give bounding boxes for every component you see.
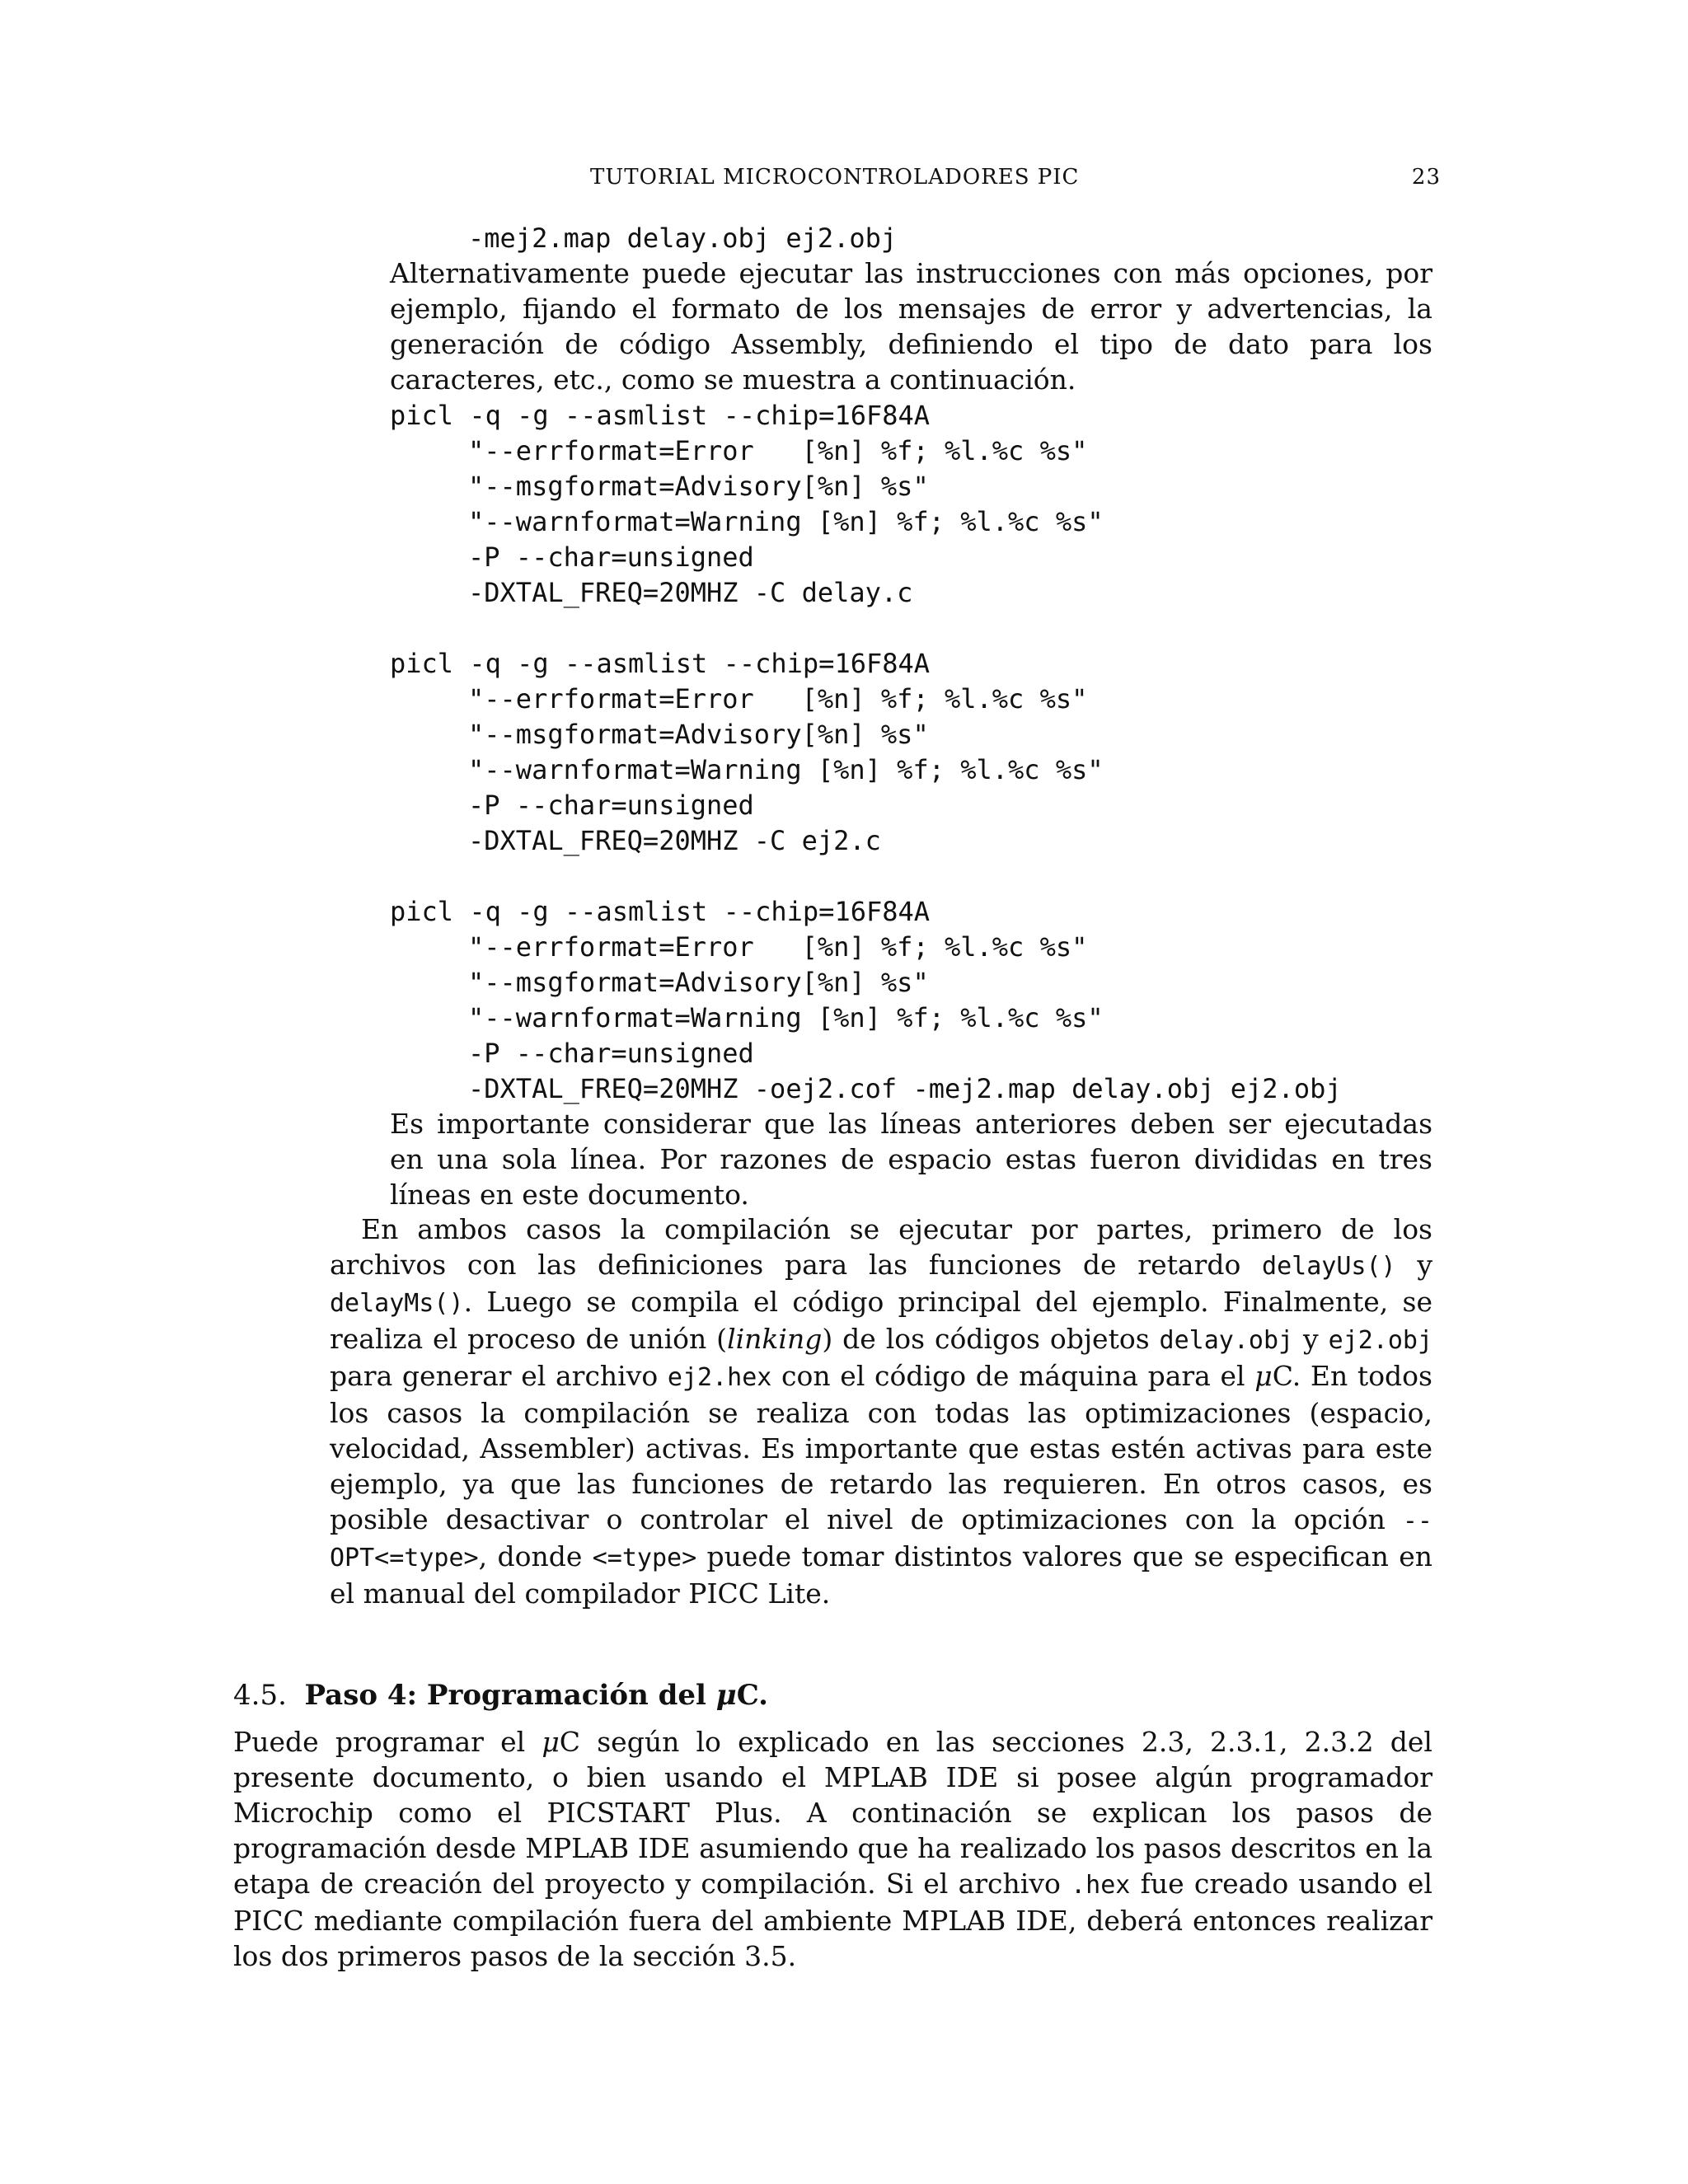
inline-code: delay.obj	[1159, 1326, 1294, 1355]
inline-code: --OPT<=type>	[330, 1507, 1432, 1572]
section-title: Paso 4: Programación del μC.	[304, 1679, 768, 1712]
code-line: -mej2.map delay.obj ej2.obj	[468, 223, 898, 254]
code-line: -P --char=unsigned	[468, 1038, 754, 1069]
code-line: picl -q -g --asmlist --chip=16F84A	[390, 648, 931, 679]
inline-code: ej2.obj	[1328, 1326, 1433, 1355]
note-paragraph: Es importante considerar que las líneas anteriores deben ser ejecutadas en una sola línea. Por razones de espacio estas fueron divididas en tres líneas en este documento.	[390, 1108, 1432, 1211]
code-line: -DXTAL_FREQ=20MHZ -C ej2.c	[468, 825, 881, 856]
code-line: -DXTAL_FREQ=20MHZ -C delay.c	[468, 577, 913, 608]
section-heading	[233, 1677, 768, 1713]
code-line: "--warnformat=Warning [%n] %f; %l.%c %s"	[468, 1002, 1104, 1033]
code-line: "--errformat=Error [%n] %f; %l.%c %s"	[468, 931, 1088, 963]
body-paragraph: En ambos casos la compilación se ejecutar por partes, primero de los archivos con las definiciones para las funciones de retardo delayUs() y delayMs(). Luego se compila el código principal del ejemplo. Finalmente, se realiza el proceso de unión (linking) de los códigos objetos delay.obj y ej2.obj para generar el archivo ej2.hex con el código de máquina para el μC. En todos los casos la compilación se realiza con todas las optimizaciones (espacio, velocidad, Assembler) activas. Es importante que estas estén activas para este ejemplo, ya que las funciones de retardo las requieren. En otros casos, es posible desactivar o controlar el nivel de optimizaciones con la opción --OPT<=type>, donde <=type> puede tomar distintos valores que se especifican en el manual del compilador PICC Lite.	[330, 1213, 1433, 1610]
inline-code: delayUs()	[1262, 1252, 1396, 1281]
code-line: "--msgformat=Advisory[%n] %s"	[468, 719, 929, 750]
code-line: "--errformat=Error [%n] %f; %l.%c %s"	[468, 683, 1088, 715]
inline-code: .hex	[1071, 1871, 1131, 1900]
code-line: "--errformat=Error [%n] %f; %l.%c %s"	[468, 435, 1088, 466]
section-number: 4.5.	[233, 1679, 287, 1712]
code-line: "--warnformat=Warning [%n] %f; %l.%c %s"	[468, 506, 1104, 537]
section-paragraph: Puede programar el μC según lo explicado en las secciones 2.3, 2.3.1, 2.3.2 del presente documento, o bien usando el MPLAB IDE si posee algún programador Microchip como el PICSTART Plus. A continación se explican los pasos de programación desde MPLAB IDE asumiendo que ha realizado los pasos descritos en la etapa de creación del proyecto y compilación. Si el archivo .hex fue creado usando el PICC mediante compilación fuera del ambiente MPLAB IDE, deberá entonces realizar los dos primeros pasos de la sección 3.5.	[233, 1726, 1432, 1972]
code-line: picl -q -g --asmlist --chip=16F84A	[390, 400, 931, 431]
running-title: TUTORIAL MICROCONTROLADORES PIC	[590, 165, 1080, 190]
running-header	[0, 165, 1688, 198]
page-number: 23	[1411, 165, 1441, 190]
inline-code: ej2.hex	[667, 1363, 772, 1392]
code-line: -DXTAL_FREQ=20MHZ -oej2.cof -mej2.map delay.obj ej2.obj	[468, 1073, 1342, 1104]
code-line: -P --char=unsigned	[468, 790, 754, 821]
code-line: "--msgformat=Advisory[%n] %s"	[468, 471, 929, 502]
code-line: -P --char=unsigned	[468, 541, 754, 573]
code-line: "--warnformat=Warning [%n] %f; %l.%c %s"	[468, 754, 1104, 785]
intro-paragraph: Alternativamente puede ejecutar las instrucciones con más opciones, por ejemplo, fijando el formato de los mensajes de error y advertencias, la generación de código Assembly, definiendo el tipo de dato para los caracteres, etc., como se muestra a continuación.	[390, 257, 1432, 396]
code-line: picl -q -g --asmlist --chip=16F84A	[390, 896, 931, 927]
inline-code: delayMs()	[330, 1289, 464, 1318]
code-line: "--msgformat=Advisory[%n] %s"	[468, 967, 929, 998]
inline-code: <=type>	[592, 1544, 697, 1572]
